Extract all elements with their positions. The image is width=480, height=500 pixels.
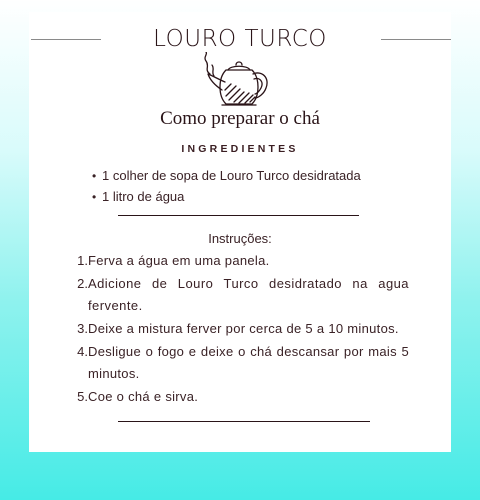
divider-top: [118, 215, 359, 216]
ingredients-heading: INGREDIENTES: [181, 143, 299, 155]
list-item: 1. Ferva a água em uma panela.: [77, 253, 270, 268]
list-item: • 1 colher de sopa de Louro Turco desidratada: [92, 168, 361, 183]
ingredients-list: [92, 165, 361, 207]
subtitle: Como preparar o chá: [160, 108, 320, 129]
instructions-heading: Instruções:: [208, 231, 272, 246]
page-title: LOURO TURCO: [153, 26, 327, 52]
list-item: 3. Deixe a mistura ferver por cerca de 5 a 10 minutos.: [77, 321, 399, 336]
list-item: 2. Adicione de Louro Turco desidratado na agua fervente.: [77, 276, 409, 313]
list-item: 5. Coe o chá e sirva.: [77, 389, 199, 404]
divider-bottom: [118, 421, 370, 422]
list-item: 4. Desligue o fogo e deixe o chá descansar por mais 5 minutos.: [77, 344, 409, 381]
instructions-list: [75, 250, 409, 409]
teapot-icon: [198, 52, 278, 112]
list-item: • 1 litro de água: [92, 189, 185, 204]
